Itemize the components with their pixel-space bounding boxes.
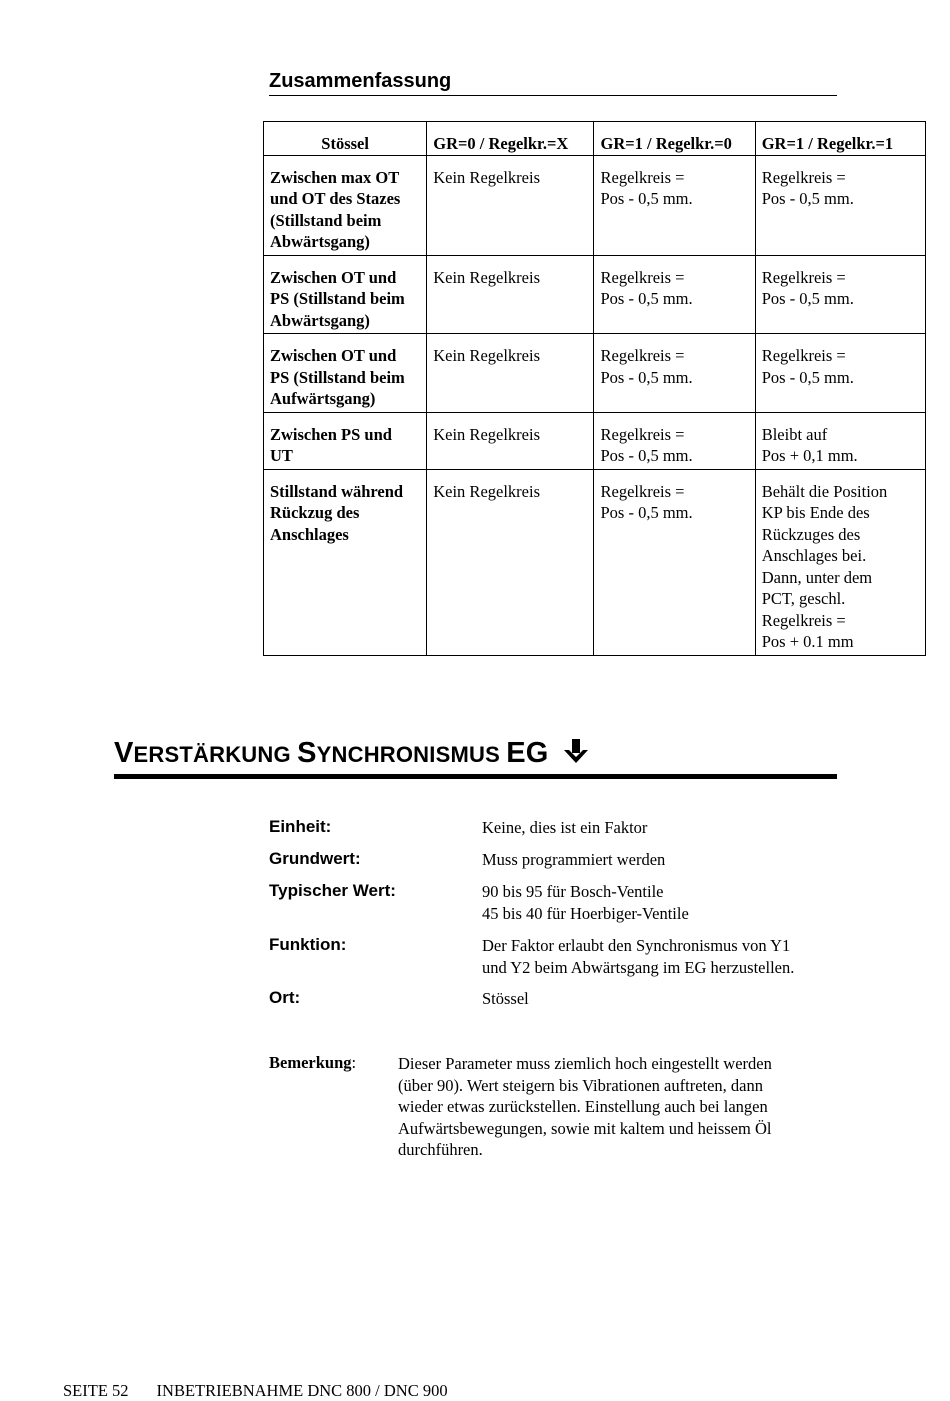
row-label-cell [264, 412, 427, 469]
cell-text-line: Rückzug des [270, 503, 360, 522]
cell-text-line: Regelkreis = [761, 610, 846, 630]
cell-text-line: Regelkreis = [600, 167, 685, 187]
table-cell [755, 469, 925, 655]
cell-text-line: Regelkreis = [600, 346, 685, 365]
ort-value: Stössel [482, 989, 529, 1008]
title-part-eg: EG [506, 737, 549, 769]
cell-text-line: Pos - 0,5 mm. [761, 289, 854, 308]
row-label-cell [264, 334, 427, 413]
cell-text-line: Pos - 0,5 mm. [600, 289, 693, 308]
cell-text-line: Kein Regelkreis [433, 424, 540, 444]
table-row [264, 255, 926, 334]
cell-text-line: Regelkreis = [761, 346, 846, 365]
funktion-label: Funktion: [269, 935, 347, 954]
cell-text-line: Kein Regelkreis [433, 167, 540, 187]
remark-line: Dieser Parameter muss ziemlich hoch eingestellt werden [398, 1054, 772, 1073]
cell-text-line: Zwischen max OT [270, 167, 400, 187]
table-cell [594, 334, 755, 413]
cell-text-line: und OT des Stazes [270, 189, 401, 208]
einheit-label: Einheit: [269, 817, 332, 836]
table-cell [755, 155, 925, 255]
arrow-down-icon [563, 738, 589, 772]
remark-line: durchführen. [398, 1140, 483, 1159]
remark-label: Bemerkung: [269, 1053, 357, 1072]
cell-text-line: Regelkreis = [600, 267, 685, 287]
page-footer [63, 1381, 448, 1401]
cell-text-line: UT [270, 446, 293, 465]
cell-text-line: Kein Regelkreis [433, 481, 540, 501]
cell-text-line: Pos - 0,5 mm. [600, 189, 693, 208]
cell-text-line: Kein Regelkreis [433, 346, 540, 365]
typischer-wert-value: 90 bis 95 für Bosch-Ventile 45 bis 40 für Hoerbiger-Ventile [482, 882, 689, 923]
page-number: SEITE 52 [63, 1381, 129, 1400]
row-label-cell [264, 255, 427, 334]
table-cell [755, 255, 925, 334]
table-cell [755, 334, 925, 413]
table-cell [427, 334, 594, 413]
table-row [264, 469, 926, 655]
cell-text-line: Regelkreis = [600, 424, 685, 444]
column-header-gr1-regelkr1: GR=1 / Regelkr.=1 [755, 122, 925, 156]
table-cell [755, 412, 925, 469]
document-title: INBETRIEBNAHME DNC 800 / DNC 900 [156, 1381, 448, 1400]
column-header-gr1-regelkr0: GR=1 / Regelkr.=0 [594, 122, 755, 156]
title-part-ynchronismus: YNCHRONISMUS [316, 742, 507, 767]
table-row [264, 334, 926, 413]
table-cell [594, 412, 755, 469]
funktion-value: Der Faktor erlaubt den Synchronismus von Y1 und Y2 beim Abwärtsgang im EG herzustellen. [482, 936, 795, 977]
table-header-row [264, 122, 926, 156]
cell-text-line: Pos + 0.1 mm [761, 632, 854, 651]
title-initial-s: S [297, 737, 317, 769]
cell-text-line: Anschlages bei. [761, 546, 867, 565]
cell-text-line: PCT, geschl. [761, 589, 846, 608]
cell-text-line: (Stillstand beim [270, 210, 382, 230]
row-label-cell [264, 469, 427, 655]
title-initial-v: V [114, 737, 134, 769]
cell-text-line: Zwischen OT und [270, 346, 397, 365]
cell-text-line: PS (Stillstand beim [270, 367, 405, 387]
cell-text-line: Dann, unter dem [761, 567, 873, 587]
cell-text-line: KP bis Ende des [761, 503, 870, 522]
cell-text-line: Regelkreis = [761, 267, 846, 287]
cell-text-line: Bleibt auf [761, 424, 828, 444]
cell-text-line: Pos - 0,5 mm. [761, 189, 854, 208]
summary-table [263, 121, 926, 656]
cell-text-line: Regelkreis = [761, 167, 846, 187]
cell-text-line: Pos - 0,5 mm. [761, 367, 854, 387]
cell-text-line: Zwischen PS und [270, 424, 392, 444]
table-row [264, 412, 926, 469]
remark-text [398, 1053, 828, 1161]
grundwert-label: Grundwert: [269, 849, 361, 868]
cell-text-line: Kein Regelkreis [433, 267, 540, 287]
grundwert-value: Muss programmiert werden [482, 850, 666, 869]
remark-line: Aufwärtsbewegungen, sowie mit kaltem und heissem Öl [398, 1118, 772, 1138]
summary-heading: Zusammenfassung [269, 70, 837, 96]
cell-text-line: PS (Stillstand beim [270, 289, 405, 308]
cell-text-line: Behält die Position [761, 481, 888, 501]
table-cell [594, 155, 755, 255]
cell-text-line: Pos - 0,5 mm. [600, 367, 693, 387]
row-label-cell [264, 155, 427, 255]
title-part-erstaerkung: ERSTÄRKUNG [133, 742, 298, 767]
table-cell [594, 255, 755, 334]
cell-text-line: Pos - 0,5 mm. [600, 503, 693, 522]
table-row [264, 155, 926, 255]
cell-text-line: Pos + 0,1 mm. [761, 446, 858, 465]
cell-text-line: Anschlages [270, 524, 349, 544]
section-title [114, 737, 837, 779]
einheit-value: Keine, dies ist ein Faktor [482, 818, 648, 837]
cell-text-line: Zwischen OT und [270, 267, 397, 287]
cell-text-line: Abwärtsgang) [270, 232, 370, 251]
cell-text-line: Pos - 0,5 mm. [600, 446, 693, 465]
ort-label: Ort: [269, 988, 301, 1007]
remark-line: (über 90). Wert steigern bis Vibrationen auftreten, dann [398, 1075, 763, 1095]
table-cell [427, 469, 594, 655]
cell-text-line: Rückzuges des [761, 524, 861, 544]
cell-text-line: Aufwärtsgang) [270, 389, 376, 408]
table-cell [594, 469, 755, 655]
column-header-stoessel: Stössel [264, 122, 427, 156]
column-header-gr0: GR=0 / Regelkr.=X [427, 122, 594, 156]
typischer-wert-label: Typischer Wert: [269, 881, 396, 900]
cell-text-line: Regelkreis = [600, 481, 685, 501]
remark-line: wieder etwas zurückstellen. Einstellung auch bei langen [398, 1097, 768, 1116]
table-cell [427, 412, 594, 469]
table-cell [427, 255, 594, 334]
cell-text-line: Stillstand während [270, 481, 404, 501]
table-cell [427, 155, 594, 255]
cell-text-line: Abwärtsgang) [270, 310, 370, 330]
